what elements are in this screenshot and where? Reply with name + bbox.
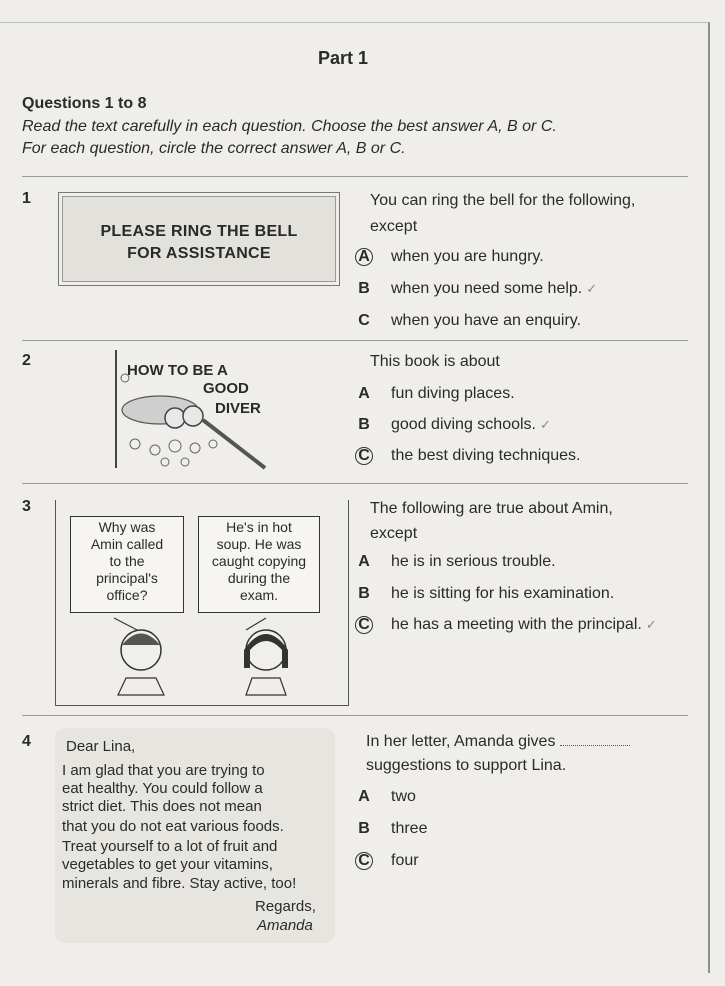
question-number-3: 3 <box>22 498 31 515</box>
bubble-line: Why was <box>98 519 156 535</box>
option-text: two <box>391 788 416 805</box>
letter-line: I am glad that you are trying to <box>62 762 265 779</box>
divider <box>22 340 688 341</box>
tick-mark-icon: ✓ <box>586 281 598 296</box>
option-letter: A <box>358 553 370 570</box>
q2-option-a[interactable] <box>355 385 515 403</box>
speech-bubble-question <box>70 516 184 613</box>
option-letter: A <box>358 788 370 805</box>
q3-option-c[interactable] <box>355 616 657 634</box>
part-title: Part 1 <box>318 48 369 68</box>
divider <box>22 715 688 716</box>
divider <box>22 483 688 484</box>
bubble-line: during the <box>227 570 291 586</box>
q1-stem-line-2: except <box>370 218 418 235</box>
q2-option-c[interactable] <box>355 447 580 465</box>
bubble-line: principal's <box>96 570 158 586</box>
q4-option-a[interactable] <box>355 788 416 806</box>
option-letter: B <box>358 820 370 837</box>
option-letter: B <box>358 585 370 602</box>
letter-line: strict diet. This does not mean <box>62 798 262 815</box>
q2-option-b[interactable] <box>355 416 551 434</box>
tick-mark-icon: ✓ <box>539 417 551 432</box>
option-text: he is in serious trouble. <box>391 553 556 570</box>
bubble-line: exam. <box>239 587 279 603</box>
bubble-line: office? <box>106 587 148 603</box>
letter-signature: Amanda <box>257 917 313 934</box>
bell-sign <box>58 192 340 286</box>
option-letter: C <box>355 447 373 465</box>
bubble-line: to the <box>109 553 145 569</box>
option-letter: A <box>358 385 370 402</box>
option-text: when you need some help. <box>391 280 583 297</box>
letter-greeting: Dear Lina, <box>66 738 136 755</box>
question-number-2: 2 <box>22 352 31 369</box>
divider <box>22 176 688 177</box>
q2-stem: This book is about <box>370 353 500 370</box>
question-number-1: 1 <box>22 190 31 207</box>
option-text: four <box>391 852 419 869</box>
q1-option-a[interactable] <box>355 248 544 266</box>
option-text: fun diving places. <box>391 385 515 402</box>
option-text: three <box>391 820 428 837</box>
bubble-line: He's in hot <box>226 519 292 535</box>
q3-stem-line-1: The following are true about Amin, <box>370 500 613 517</box>
book-title-line-3: DIVER <box>215 400 261 417</box>
instruction-line-2: For each question, circle the correct answer A, B or C. <box>22 140 406 157</box>
letter-line: vegetables to get your vitamins, <box>62 856 273 873</box>
letter-line: minerals and fibre. Stay active, too! <box>62 875 297 892</box>
diving-book-cover <box>115 350 345 470</box>
tick-mark-icon: ✓ <box>645 617 657 632</box>
q1-stem-line-1: You can ring the bell for the following, <box>370 192 636 209</box>
letter-line: that you do not eat various foods. <box>62 818 284 835</box>
q1-option-b[interactable] <box>355 280 597 298</box>
q4-option-c[interactable] <box>355 852 419 870</box>
speech-bubble-answer <box>198 516 320 613</box>
bubble-line: Amin called <box>90 536 164 552</box>
option-letter: C <box>358 312 370 329</box>
option-text: good diving schools. <box>391 416 536 433</box>
option-letter: B <box>358 416 370 433</box>
book-title-line-2: GOOD <box>203 380 249 397</box>
q3-option-a[interactable] <box>355 553 556 571</box>
q3-stem-line-2: except <box>370 525 418 542</box>
option-letter: C <box>355 616 373 634</box>
q4-stem-line-1 <box>366 733 630 751</box>
q1-option-c[interactable] <box>355 312 581 330</box>
sign-line-2: FOR ASSISTANCE <box>127 245 271 262</box>
letter-line: eat healthy. You could follow a <box>62 780 263 797</box>
bubble-line: soup. He was <box>216 536 302 552</box>
q4-option-b[interactable] <box>355 820 427 838</box>
option-text: when you are hungry. <box>391 248 544 265</box>
option-text: when you have an enquiry. <box>391 312 582 329</box>
q3-option-b[interactable] <box>355 585 614 603</box>
question-number-4: 4 <box>22 733 31 750</box>
diver-illustration <box>115 350 345 470</box>
instruction-line-1: Read the text carefully in each question. Choose the best answer A, B or C. <box>22 118 557 135</box>
option-letter: C <box>355 852 373 870</box>
option-letter: B <box>358 280 370 297</box>
option-text: he has a meeting with the principal. <box>391 616 642 633</box>
letter-line: Treat yourself to a lot of fruit and <box>62 838 278 855</box>
q4-stem-line-2: suggestions to support Lina. <box>366 757 567 774</box>
sign-line-1: PLEASE RING THE BELL <box>100 223 298 240</box>
questions-heading: Questions 1 to 8 <box>22 95 147 112</box>
book-title-line-1: HOW TO BE A <box>127 362 228 379</box>
stem-text: In her letter, Amanda gives <box>366 733 556 750</box>
option-letter: A <box>355 248 373 266</box>
option-text: he is sitting for his examination. <box>391 585 615 602</box>
answer-blank[interactable] <box>560 745 630 746</box>
letter-regards: Regards, <box>255 898 316 915</box>
option-text: the best diving techniques. <box>391 447 581 464</box>
bubble-line: caught copying <box>211 553 307 569</box>
